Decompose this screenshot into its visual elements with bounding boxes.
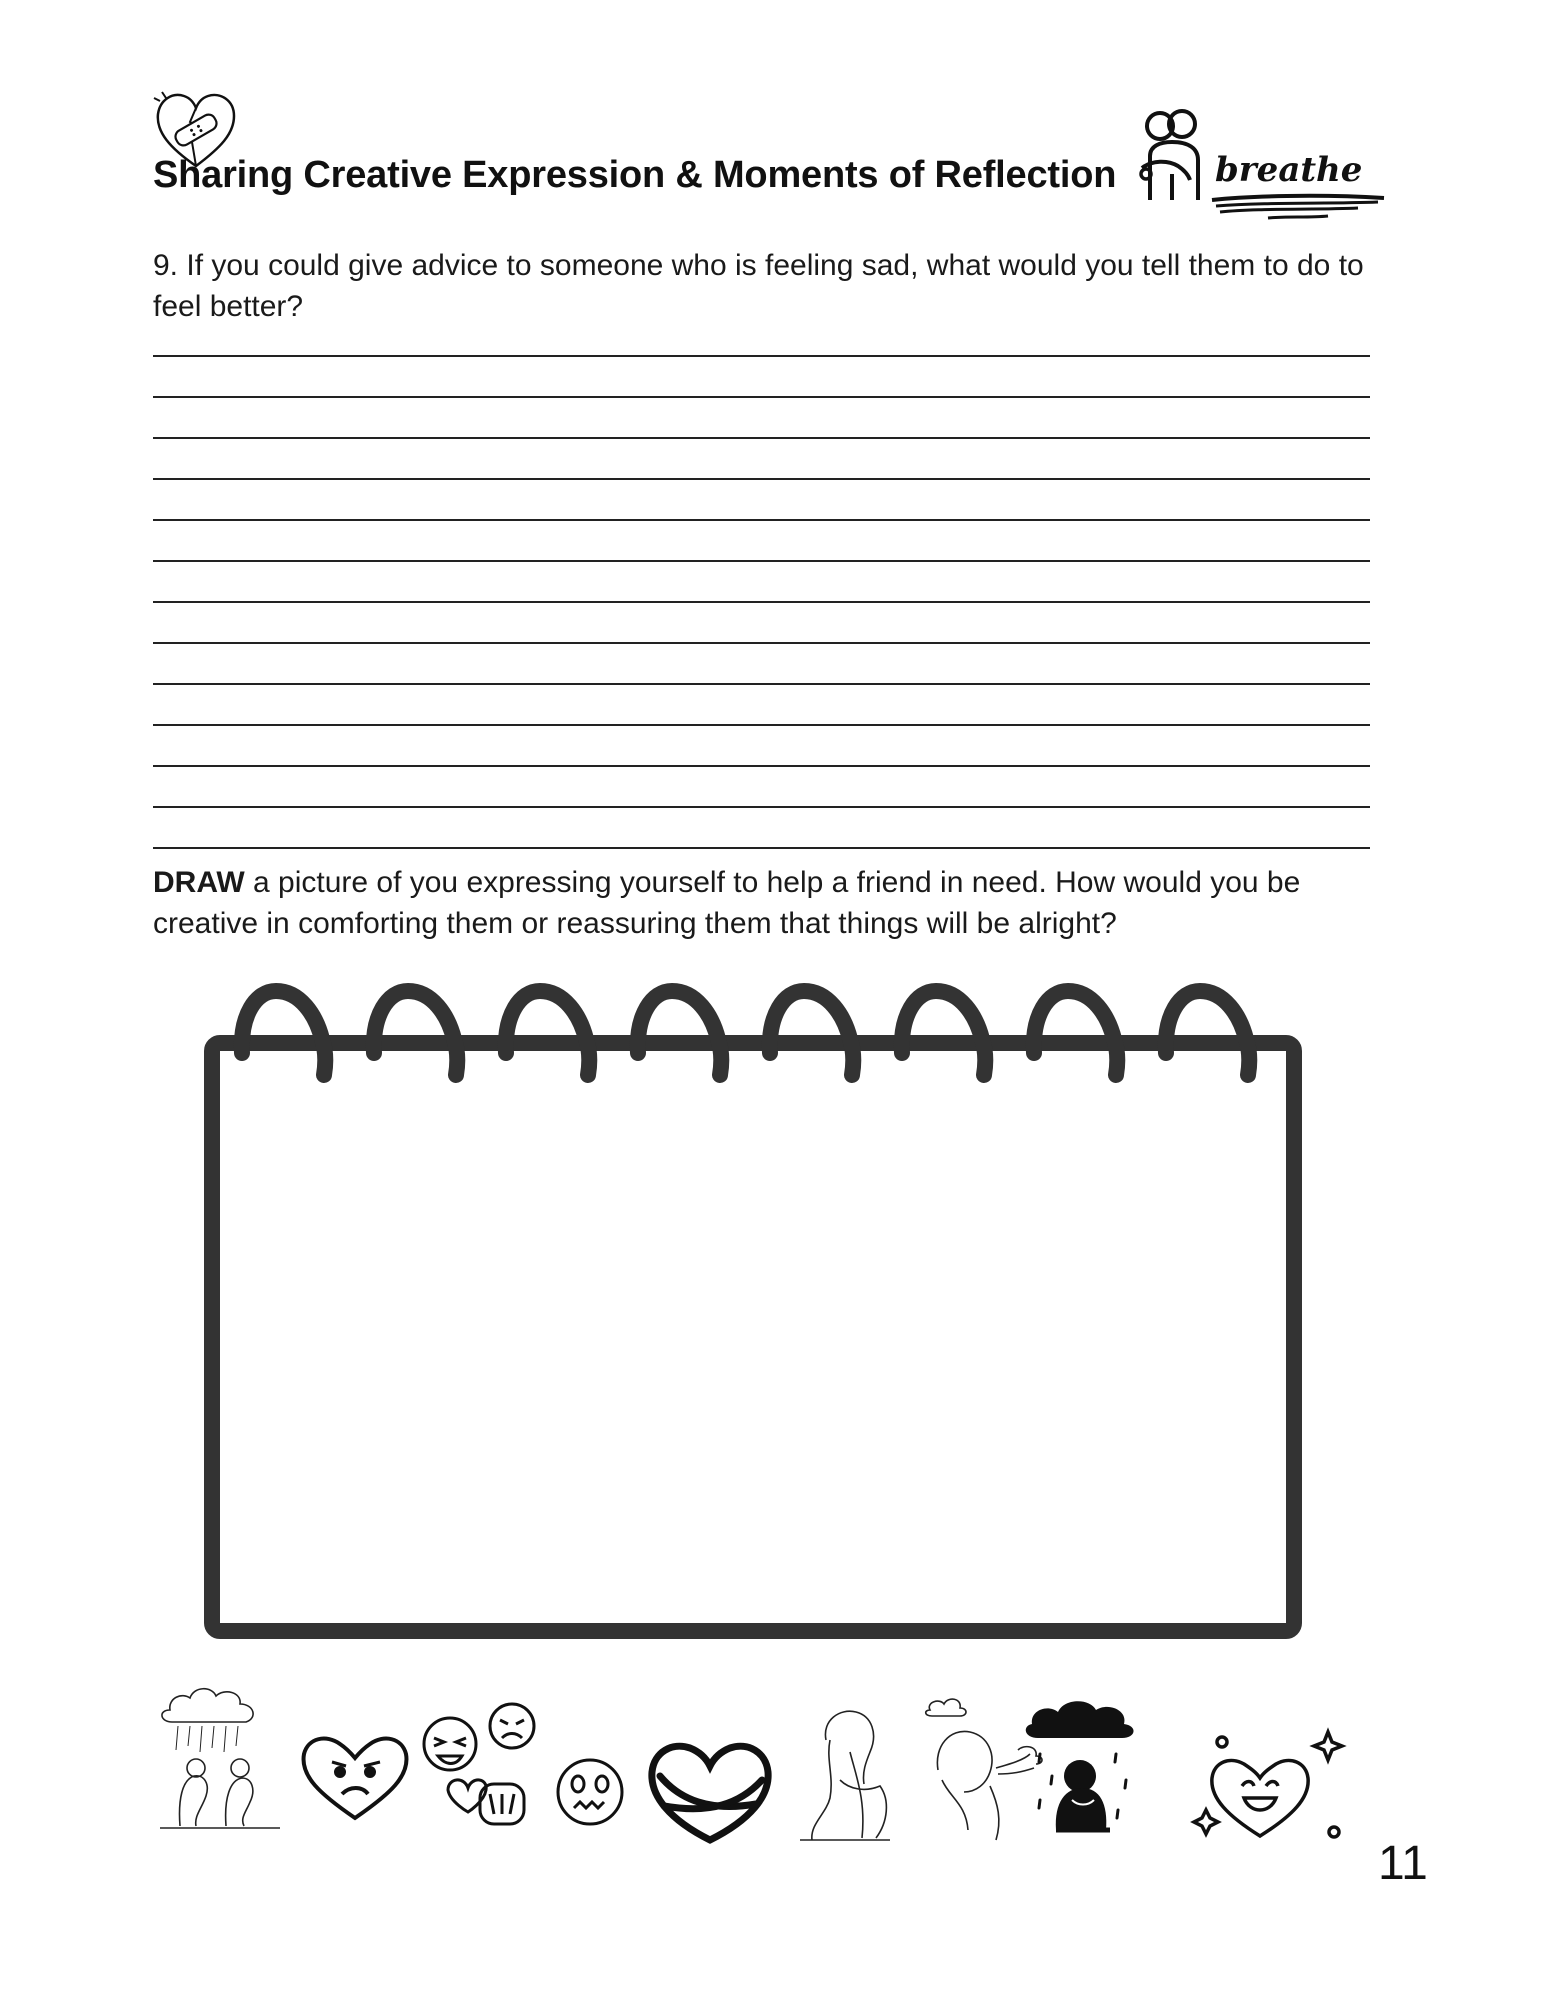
emoji-speech-bubbles-icon [424,1704,534,1824]
answer-line[interactable] [153,519,1370,521]
answer-line[interactable] [153,437,1370,439]
draw-prompt-text [153,862,1393,944]
spiral-ring [242,991,325,1075]
spiral-ring [374,991,457,1075]
sad-heart-face-icon [303,1739,406,1818]
breathe-underline-scribble [1208,192,1388,228]
draw-prompt-bold-word: DRAW [153,866,245,899]
answer-line[interactable] [153,765,1370,767]
self-hug-heart-icon [652,1746,768,1840]
page-title: Sharing Creative Expression & Moments of Reflection [153,154,1117,196]
notepad-frame [212,1043,1294,1631]
page-number: 11 [1378,1837,1428,1890]
answer-line[interactable] [153,355,1370,357]
question-9-text: 9. If you could give advice to someone who is feeling sad, what would you tell them to do to feel better? [153,249,1364,323]
spiral-ring [902,991,985,1075]
sad-girl-hugging-knees-icon [800,1711,890,1840]
worried-face-icon [558,1760,622,1824]
answer-line[interactable] [153,724,1370,726]
spiral-ring [770,991,853,1075]
answer-line[interactable] [153,601,1370,603]
draw-prompt-body: a picture of you expressing yourself to help a friend in need. How would you be creative in comforting them or reassuring them that things will be alright? [153,866,1301,940]
spiral-ring [1166,991,1249,1075]
spiral-notepad-drawing-box[interactable] [200,975,1310,1645]
answer-line[interactable] [153,806,1370,808]
answer-line[interactable] [153,478,1370,480]
spiral-ring [506,991,589,1075]
spiral-ring [1034,991,1117,1075]
happy-heart-sparkles-icon [1194,1732,1342,1837]
answer-line[interactable] [153,642,1370,644]
spiral-ring [638,991,721,1075]
sad-child-rain-cloud-icon [1026,1701,1134,1830]
answer-line[interactable] [153,847,1370,849]
hugging-figures-icon [1138,108,1210,204]
answer-line[interactable] [153,560,1370,562]
breathe-label: breathe [1215,150,1363,190]
decorative-sticker-strip [150,1680,1390,1850]
answer-line[interactable] [153,396,1370,398]
rain-cloud-sad-couple-icon [160,1689,280,1828]
answer-line[interactable] [153,683,1370,685]
person-breathing-icon [926,1699,1042,1840]
